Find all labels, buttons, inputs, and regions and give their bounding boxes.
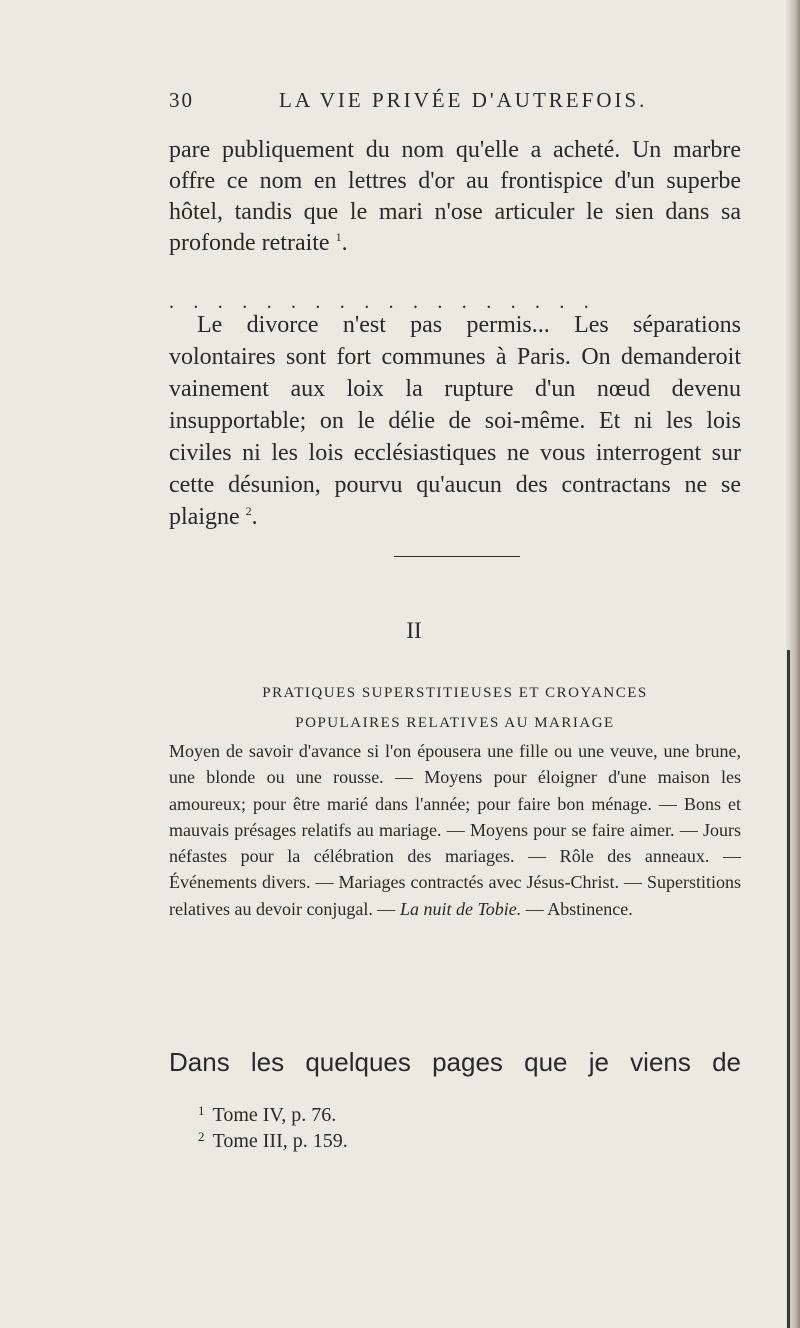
footnote-ref-1[interactable]: 1 (335, 230, 342, 244)
lead-line: Dans les quelques pages que je viens de (169, 1047, 741, 1077)
footnote-2 (198, 1129, 738, 1155)
footnote-1-text: Tome IV, p. 76. (212, 1104, 337, 1126)
footnotes (198, 1103, 738, 1155)
footnote-2-text: Tome III, p. 159. (212, 1130, 348, 1152)
binding-edge-line (787, 650, 790, 1328)
footnote-1 (198, 1103, 738, 1129)
running-title: LA VIE PRIVÉE D'AUTREFOIS. (279, 88, 648, 112)
summary-text: Moyen de savoir d'avance si l'on épousera une fille ou une veuve, une brune, une blonde ou une rousse. — Moyens pour éloigner d'une maison les amoureux; pour être marié dans l'année; pour faire bon ménage. — Bons et mauvais présages relatifs au mariage. — Moyens pour se faire aimer. — Jours néfastes pour la célébration des mariages. — Rôle des anneaux. — Événements divers. — Mariages contractés avec Jésus-Christ. — Superstitions relatives au devoir conjugal. — (169, 741, 741, 919)
paragraph-2-text: Le divorce n'est pas permis... Les séparations volontaires sont fort communes à Paris. On demanderoit vainement aux loix la rupture d'un nœud devenu insupportable; on le délie de soi-même. Et ni les lois civiles ni les lois ecclésiastiques ne vous interrogent sur cette désunion, pourvu qu'aucun des contractans ne se plaigne (169, 312, 741, 530)
section-title (169, 678, 741, 738)
footnote-2-mark: 2 (198, 1129, 205, 1144)
paragraph-1-end: . (341, 230, 348, 256)
paragraph-1 (169, 135, 741, 259)
footnote-ref-2[interactable]: 2 (245, 504, 252, 518)
page-number: 30 (169, 88, 194, 112)
paragraph-2-end: . (251, 504, 258, 530)
paragraph-1-text: pare publiquement du nom qu'elle a acheté. Un marbre offre ce nom en lettres d'or au frontispice d'un superbe hôtel, tandis que le mari n'ose articuler le sien dans sa profonde retraite (169, 137, 741, 256)
running-head (169, 88, 741, 118)
chapter-summary (169, 738, 741, 922)
section-divider (394, 556, 520, 557)
section-title-line-1: PRATIQUES SUPERSTITIEUSES ET CROYANCES (262, 685, 648, 701)
paragraph-2 (169, 309, 741, 533)
section-title-line-2: POPULAIRES RELATIVES AU MARIAGE (295, 715, 615, 731)
summary-italic: La nuit de Tobie. (399, 898, 522, 919)
ellipsis-text: . . . . . . . . . . . . . . . . . . (169, 292, 596, 312)
section-number: II (406, 618, 422, 643)
summary-text-end: — Abstinence. (525, 898, 633, 919)
footnote-1-mark: 1 (198, 1103, 205, 1118)
